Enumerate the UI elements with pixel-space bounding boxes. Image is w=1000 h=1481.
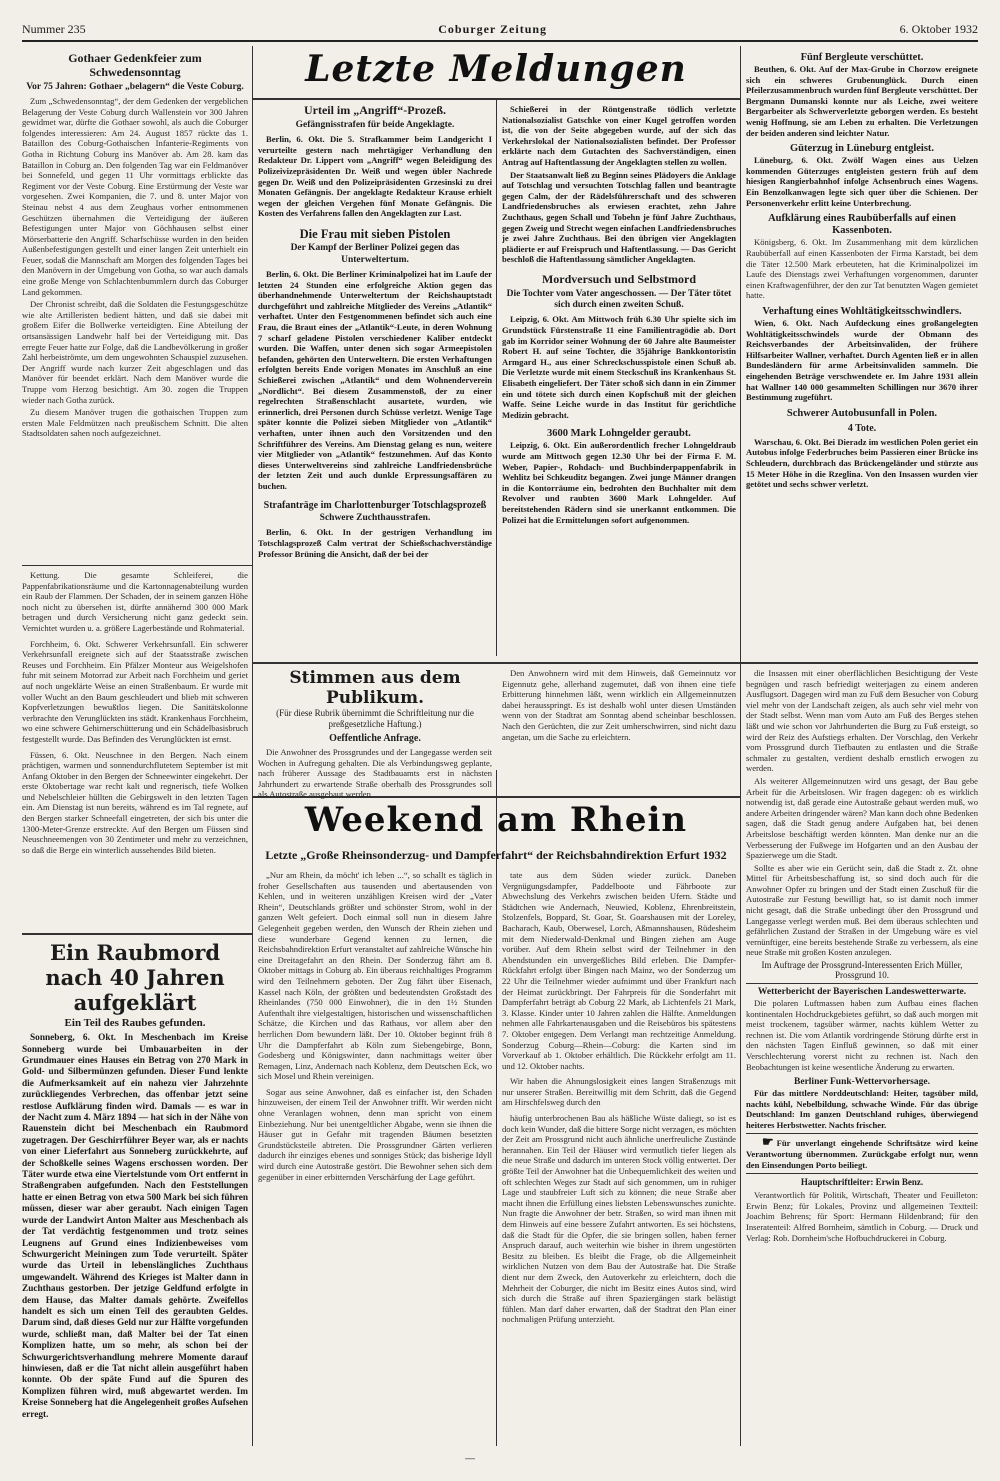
column-rule	[496, 770, 497, 1446]
article-body: Warschau, 6. Okt. Bei Dieradz im westlichen Polen geriet ein Autobus infolge Federbruches beim Passieren einer Brücke ins Schleudern, durchbrach das Brückengeländer und stürzte aus 15 Meter Höhe in die Rzeglina. Von den Insassen wurden vier getötet und sechs schwer verletzt.	[746, 436, 978, 490]
headline: Fünf Bergleute verschüttet.	[800, 52, 924, 63]
article-body: Beuthen, 6. Okt. Auf der Max-Grube in Chorzow ereignete sich ein schweres Grubenunglück. Durch einen Pfeilerzusammenbruch wurden fünf Bergleute verschüttet. Der Bergmann Dumanski konnte nur als Leiche, zwei weitere Bergarbeiter als Schwerverletzte geborgen werden. Es besteht wenig Hoffnung, sie am Leben zu erhalten. Die Verletzungen der beiden anderen sind leichter Natur.	[746, 64, 978, 138]
section-rule	[22, 933, 252, 935]
article-body: die Insassen mit einer oberflächlichen Besichtigung der Veste begnügen und rasch befriedigt weiterjagen zu einem anderen Ausflugsort. Dagegen wird man zu Fuß dem Besucher von Coburg viel mehr von der Landschaft zeigen, als auch sehr viel mehr von der Stadt selbst. Wenn man vom Auto am Fuß des Berges stehen läßt und wie schon vor Jahrhunderten die Burg zu Fuß ersteigt, so wird der Reiz des Aufstiegs erhalten. Der Vorschlag, den Verkehr vom Prossgrund durch Tiefbauten zu entlasten und die Straße schmaler zu gestalten, verdient deshalb ernstlich erwogen zu werden. Als weiterer Allgemeinnutzen wird uns gesagt, der Bau gebe Arbeit für die Arbeitslosen. Wir fragen dagegen: ob es wirklich notwendig ist, daß gerade eine Autostraße gebaut werden muß, wo andere Arbeiten dringender wären? Man kann doch ohne Bedenken sagen, daß die Stadt genug andere Aufgaben hat, bei denen Arbeitslose beschäftigt werden könnten. Man denke nur an die Verbesserung der Fußwege im Hofgarten und an den Ausbau der Spazierwege um die Stadt. Sollte es aber wie ein Gerücht sein, daß die Stadt z. Zt. ohne Mittel für Arbeitsbeschaffung ist, so sind doch auch für die Anwohner Opfer zu bringen und der Stadt einen Zuschuß für die Autostraße zur Festung bewilligt hat, so ist damit noch immer nicht gesagt, daß die Straße unbedingt über den Prossgrund und Langegasse verlegt werden muß. Bei dem überaus schlechten und gefährlichen Zustand der Straßen in der Umgebung wäre es viel vernünftiger, eine bereits bestehende Straße zu verbessern, als eine neue Straße mit großen Kosten anzulegen.	[746, 668, 978, 958]
weather-report: Die polaren Luftmassen haben zum Aufbau eines flachen kontinentalen Hochdruckgebietes geführt, so daß auch morgen mit meist trockenem, tagsüber wärmer, nachts kühlem Wetter zu rechnen ist. Die vom Atlantik vordringende Störung dürfte erst in den nächsten Tagen Einfluß gewinnen, so daß mit einer Verschlechterung vorerst nicht zu rechnen ist. Nach den Beobachtungen ist keine wesentliche Änderung zu erwarten.	[746, 997, 978, 1072]
article-body: Berlin, 6. Okt. Die 5. Strafkammer beim Landgericht I verurteilte gestern nach mehrtägiger Verhandlung den Redakteur Dr. Lippert vom „Angriff“ wegen Beleidigung des Polizeivizepräsidenten Dr. Weiß und wegen übler Nachrede gegen Dr. Weiß und den Polizeipräsidenten Grzesinski zu drei Monaten Gefängnis. Der angeklagte Redakteur Krause erhielt wegen der gleichen Vergehen fünf Monate Gefängnis. Die Kosten des Verfahrens fallen den Angeklagten zur Last.	[258, 134, 492, 219]
section-title: Letzte Meldungen	[305, 48, 687, 90]
headline: Die Frau mit sieben Pistolen	[299, 226, 451, 241]
article-body: Die Anwohner des Prossgrundes und der Langegasse werden seit Wochen in Aufregung gehalten. Die als Verbindungsweg geplante, nach früherer Aussage des Stadtbauamts erst in nächsten Jahrhundert zu erwartende Straße oberhalb des Prossgrundes soll als Autostraße ausgebaut werden.	[258, 747, 492, 800]
headline: Güterzug in Lüneburg entgleist.	[789, 143, 935, 155]
rubric-note: (Für diese Rubrik übernimmt die Schriftleitung nur die preßgesetzliche Haftung.)	[276, 708, 474, 729]
imprint-head: Hauptschriftleiter: Erwin Benz.	[800, 1177, 924, 1188]
article-body: Leipzig, 6. Okt. Ein außerordentlich frecher Lohngeldraub wurde am Mittwoch gegen 12.30 Uhr bei der Firma F. M. Weber, Papier-, Rohdach- und Buchbinderpappenfabrik in Wehlitz bei Schkeuditz begangen. Zwei junge Männer drangen in die Kontorräume ein, bedrohten den Buchhalter mit dem Revolver und raubten 3600 Mark Lohngelder. Auf bereitstehenden Rädern sind sie unerkannt entkommen. Die Polizei hat die Ermittelungen sofort aufgenommen.	[502, 440, 736, 525]
subline: Ein Teil des Raubes gefunden.	[64, 1017, 206, 1029]
article-body: Sogar aus seine Anwohner, daß es einfacher ist, den Schaden hinzuweisen, der einem Teil der Anwohner trifft. Wir werden nicht ohne Veranlagen wohnen, denn man spricht von einem Einbeziehung. Nur bei unentgeltlicher Abgabe, wenn sie ihnen die Häuser gut in Gefahr mit tragenden Bäumen besetzten Grundstücksteile abtreten. Die Prossgrundner Gärten verlieren dadurch ihr einziges ebenes und sonniges Stück; das bisherige Idyll wird durch eine Autostraße gestört. Die Bewohner sehen sich dem gegenüber in einer erbitternden Verschärfung der Lage geführt.	[258, 1086, 492, 1182]
editorial-notice: ☛ Für unverlangt eingehende Schriftsätze wird keine Verantwortung übernommen. Zurückgabe erfolgt nur, wenn den Einsendungen Porto beiliegt.	[746, 1134, 978, 1170]
article-body: tate aus dem Süden wieder zurück. Daneben Vergnügungsdampfer, Paddelboote und Fährboote zur Abwechslung des Verkehrs zwischen beiden Ufern. Städte und Städtchen wie Andernach, Neuwied, Koblenz, Ehrenbreitstein, Stolzenfels, Boppard, St. Goar, St. Goarshausen mit der Loreley, Bacharach, Kaub, Oberwesel, Lorch, Aßmannshausen, Rüdesheim mit dem Niederwald-Denkmal und Bingen ziehen am Auge vorüber. Auf dem Rhein selbst wird der Teilnehmer in den Abendstunden ein unvergeßliches Bild erleben. Die Dampfer-Rückfahrt erfolgt über Bingen nach Mainz, wo der Sonderzug um 22 Uhr die Teilnehmer wieder aufnimmt und über Frankfurt nach der Heimat zurückbringt. Der Fahrpreis für die Sonderfahrt mit Dampferfahrt beträgt ab Coburg 22 Mark, ab Lichtenfels 21 Mark, 3. Klasse. Kinder unter 10 Jahren zahlen die Hälfte. Anmeldungen nehmen alle Fahrkartenausgaben und die Reisebüros bis spätestens 7. Oktober entgegen. Dem Verlangt man rechtzeitige Anmeldung. Sonderzug Coburg—Rhein—Coburg: die Karten sind im Vorverkauf ab 1. Oktober erhältlich. Die Rückkehr erfolgt am 11. und 12. Oktober nachts.	[502, 870, 736, 1071]
subline: Gefängnisstrafen für beide Angeklagte.	[295, 119, 455, 130]
subline: Oeffentliche Anfrage.	[329, 733, 421, 744]
masthead	[22, 20, 978, 42]
article-body: Den Anwohnern wird mit dem Hinweis, daß Gemeinnutz vor Eigennutz gehe, allerhand zugemutet, daß von ihnen eine tiefe Erbitterung hinnehmen läßt, wenn wirklich ein Allgemeinnutzen dabei herausspringt. Es ist deshalb wohl unter diesen Umständen wenn von der Stadtrat am Sonntag abend scheinbar beschlossen. Nach den Gerüchten, die zur Zeit umherschwirren, sind nicht dazu angetan, um die Sache zu erleichtern.	[502, 668, 736, 742]
column-reports	[746, 52, 978, 656]
section-rule	[252, 98, 740, 100]
headline: Ein Raubmord nach 40 Jahren aufgeklärt	[45, 940, 225, 1015]
headline: Aufklärung eines Raubüberfalls auf einen Kassenboten.	[768, 213, 956, 237]
weekend-title: Weekend am Rhein	[304, 800, 688, 840]
subline: 4 Tote.	[847, 422, 877, 434]
article-body: Königsberg, 6. Okt. Im Zusammenhang mit dem kürzlichen Raubüberfall auf einen Kassenboten der Firma Karstadt, bei dem die Täter 12.500 Mark erbeuteten, hat die Kriminalpolizei im Laufe des Dienstags zwei Verhaftungen vorgenommen, darunter einen Kraftwagenführer, der den zur Tat benutzten Wagen gemietet hatte.	[746, 237, 978, 301]
stimmen-col-2	[502, 668, 736, 792]
headline: Wetterbericht der Bayerischen Landeswetterwarte.	[757, 987, 967, 998]
headline: Schwerer Autobusunfall in Polen.	[786, 407, 938, 419]
article-body: Schießerei in der Röntgenstraße tödlich verletzte Nationalsozialist Gatschke von einer Kugel getroffen worden ist, die von der Seite abgegeben wurde, auf der sich das Verkehrslokal der Nationalsozialisten befindet. Der Professor erklärte nach dem Gutachten des Sachverständigen, einen Antrag auf Haftentlassung der Angeklagten stellen zu wollen. Der Staatsanwalt ließ zu Beginn seines Plädoyers die Anklage auf Totschlag und versuchten Totschlag fallen und beantragte gegen Calm, der der Rädelsführerschaft und des schweren Landfriedensbruches als erwiesen erachtet, zehn Jahre Zuchthaus, gegen Schall und Tobehn je fünf Jahre Zuchthaus, gegen Zweig und Strecht wegen einfachen Landfriedensbruches je zwei Jahre Zuchthaus. Bei den übrigen vier Angeklagten plädierte er auf Freispruch und Haftentlassung. — Das Gericht beschloß die Haftentlassung sämtlicher Angeklagten.	[502, 104, 736, 265]
subline: Vor 75 Jahren: Gothaer „belagern“ die Veste Coburg.	[26, 81, 244, 92]
issue-date: 6. Oktober 1932	[899, 22, 978, 36]
article-local-news	[22, 570, 248, 928]
subline: Schwere Zuchthausstrafen.	[319, 513, 431, 524]
fire-report: Kettung. Die gesamte Schleiferei, die Pappenfabrikationsräume und die Kartonnagenabteilung wurden ein Raub der Flammen. Der Schaden, der in seinem ganzen Höhe noch nicht zu übersehen ist, dürfte annähernd 300 000 Mark betragen und durch Versicherung nicht ganz gedeckt sein. Vernichtet wurden u. a. größere Lagerbestände und Rohmaterial.	[22, 570, 248, 633]
signature: Im Auftrage der Prossgrund-Interessenten Erich Müller, Prossgrund 10.	[761, 960, 963, 981]
article-body: Wien, 6. Okt. Nach Aufdeckung eines großangelegten Wohltätigkeitsschwindels wurde der Obmann des Reichsverbandes der Arbeitsinvaliden, der frühere Hilfsarbeiter Wallner, verhaftet. Durch Agenten ließ er in allen Bundesländern für arme Arbeitsinvaliden sammeln. Die eingehenden Beträge verschwendete er. Im Jahre 1931 allein hat Wallner 140 000 gesammelten Schillingen nur 3670 ihrer Bestimmung zugeführt.	[746, 318, 978, 403]
article-body: Leipzig, 6. Okt. Am Mittwoch früh 6.30 Uhr spielte sich im Grundstück Fürstenstraße 11 eine Familientragödie ab. Dort gab im Korridor seiner Wohnung der 60 Jahre alte Baumeister Robert H. auf seine Tochter, die 35jährige Bankkontoristin Armgard H., aus einer Schreckschusspistole einen Schuß ab. Die Verletzte wurde mit einem Steckschuß ins Krankenhaus St. Elisabeth eingeliefert. Der Täter schoß sich dann in ein Zimmer ein und tötete sich durch einen Kopfschuß mit der gleichen Waffe. Seine Leiche wurde in das Institut für gerichtliche Medizin gebracht.	[502, 314, 736, 420]
article-body: häufig unterbrochenen Bau als häßliche Wüste daliegt, so ist es doch kein Wunder, daß die bittere Sorge nicht verzagen, es möchten der Zeit am Prossgrund nicht auch ähnliche unerfreuliche Zustände herannahen. Ein Teil der Häuser wird vermutlich tiefer liegen als die neue Straße und dadurch im unteren Stock völlig entwertet. Der größte Teil der Anwohner hat die Unbequemlichkeit des weiten und oft schlechten Weges zur Stadt auf sich genommen, um in ruhiger Lage und staubfreier Luft sich zu können; die neue Straße aber macht ihnen die Erfüllung eines liebsten Lebenswunsches zunichte. Nun fragte die Anwohner der betr. Straßen, so wird man ihnen mit dem Hinweis auf eine bessere Zufahrt antworten. Es sei höchstens, daß die Stadt für die Opfer, die sie bringen sollen, haben ferner Anspruch darauf, auch weiterhin wie bisher in ihrem ungestörten Besitz zu bleiben. Es bleibt die Frage, ob die Allgemeinheit wirklichen Nutzen von dem Bau der Autostraße hat. Die Straße dient nur dem Zweck, den Autoverkehr zu erleichtern, doch die Mehrheit der Coburger, die nicht im Besitz eines Autos sind, wird sich durch die Straße auf ihren Spaziergängen stark belästigt fühlen. Man darf daher erwarten, daß der Stadtrat den Plan einer nochmaligen Prüfung unterzieht.	[502, 1113, 736, 1325]
headline: Mordversuch und Selbstmord	[541, 271, 696, 286]
stimmen-header	[258, 668, 492, 800]
weekend-subline: Letzte „Große Rheinsonderzug- und Dampferfahrt“ der Reichsbahndirektion Erfurt 1932	[265, 848, 727, 862]
article-body: Wir haben die Ahnungslosigkeit eines langen Straßenzugs mit nur unserer Straßen. Bereitwillig mit dem Schritt, daß die Gegend am Hirschfelsweg durch den	[502, 1076, 736, 1108]
headline: Stimmen aus dem Publikum.	[289, 668, 461, 708]
column-leipzig	[502, 104, 736, 656]
headline: Gothaer Gedenkfeier zum Schwedensonntag	[68, 51, 202, 79]
fuessen-report: Füssen, 6. Okt. Neuschnee in den Bergen. Nach einem prächtigen, warmen und sonnendurchflutetem September ist mit Anfang Oktober in den Bergen der Schneewinter eingekehrt. Der erste Oktobertage war recht kalt und regnerisch, tiefe Wolken und Nebelschleier hüllten die Gebirgswelt in den letzten Tagen ein. Am Dienstag ist nun bereits, während es im Tal regnete, auf den Bergen starker Schneefall eingetreten, der sich bis unter die 1300-Meter-Grenze erstreckte. Auf den Bergen um Füssen sind Neuschneemengen von 30 Zentimeter und mehr zu verzeichnen, so daß die Berge ein winterlich aussehendes Bild bieten.	[22, 749, 248, 855]
headline: 3600 Mark Lohngelder geraubt.	[547, 428, 691, 440]
column-rule	[252, 46, 253, 1446]
newspaper-name: Coburger Zeitung	[438, 22, 548, 36]
subline: Der Kampf der Berliner Polizei gegen das Unterweltertum.	[290, 243, 460, 265]
forchheim-report: Forchheim, 6. Okt. Schwerer Verkehrsunfall. Ein schwerer Verkehrsunfall ereignete sich auf der Staatsstraße zwischen Reuses und Forchheim. Ein Pfälzer Monteur aus Weigelshofen fuhr mit seinem Motorrad zur Arbeit nach Forchheim und geriet auf noch ungeklärte Weise an einen Straßenbaum. Er wurde mit voller Wucht an den Baum geschleudert und blieb mit schweren Kopfverletzungen bewußtlos liegen. Die Sanitätskolonne verbrachte den Verunglückten ins städt. Krankenhaus Forchheim, wo eine schwere Gehirnerschütterung und ein Schädelbasisbruch festgestellt wurde. Das Befinden des Verunglückten ist ernst.	[22, 638, 248, 744]
article-body: Lüneburg, 6. Okt. Zwölf Wagen eines aus Uelzen kommenden Güterzuges entgleisten gestern früh auf dem hiesigen Rangierbahnhof infolge Achsenbruch eines Wagens. Ein Benzolkanwagen legte sich quer über die Schienen. Der Personenverkehr erlitt keine Unterbrechung.	[746, 155, 978, 208]
headline: Verhaftung eines Wohltätigkeitsschwindlers.	[762, 305, 962, 317]
headline: Berliner Funk-Wettervorhersage.	[794, 1077, 930, 1088]
column-right-lower	[746, 668, 978, 1446]
article-raubmord	[22, 940, 248, 1445]
article-body: „Nur am Rhein, da möcht' ich leben ...“, so schallt es täglich in froher Gesellschaften aus tausenden und abertausenden von Kehlen, und in weiteren unzähligen Kreisen wird der „Vater Rhein“, Deutschlands größter und schönster Strom, wohl in der ganzen Welt gefeiert. Doch einmal soll nun in diesem Jahre Gelegenheit gegeben werden, den Wunsch der Rhein ziehen und diese wunderbare Gegend kennen zu lernen, die Reichsbahndirektion Erfurt veranstaltet auf zahlreiche Wünsche hin eine Dreitagefahrt an den Rhein. Der Sonderzug fährt am 8. Oktober mittags in Coburg ab. Ein überaus reichhaltiges Programm wird den Teilnehmern geboten. Der Zug fährt über Eisenach, Kassel nach Köln, der größten und bedeutendsten Großstadt des Rheinlandes (750 000 Einwohner), die in den 1½ Stunden Aufenthalt ihre vielgestaltigen, historischen und wissenschaftlichen Schätze, die Kirchen und das Rathaus, vor allem aber den herrlichen Dom bewundern läßt. Der 10. Oktober beginnt früh 8 Uhr die Dampferfahrt ab Köln zum Siebengebirge, Bonn, Godesberg und Königswinter, dann nachmittags weiter über Remagen, Linz, Andernach nach Koblenz, dem Deutschen Eck, wo sich Mosel und Rhein vereinigen.	[258, 870, 492, 1082]
column-rule	[496, 100, 497, 656]
subline: Die Tochter vom Vater angeschossen. — Der Täter tötet sich durch einen zweiten Schuß.	[506, 288, 732, 311]
section-rule	[22, 565, 252, 566]
article-body: Sonneberg, 6. Okt. In Meschenbach im Kreise Sonneberg wurde bei Umbauarbeiten in der Grundmauer eines Hauses ein Betrag von 270 Mark in Gold- und Silbermünzen gefunden. Dieser Fund lenkte die Aufmerksamkeit auf ein nahezu vier Jahrzehnte zurückliegendes Verbrechen, das offenbar jetzt seine restlose Aufklärung finden wird. Damals — es war in der Nacht zum 4. März 1894 — hat sich in der Nähe von Rauenstein dicht bei Meschenbach ein Raubmord zugetragen. Der Geschirrführer Beyer war, als er nachts von einer Lieferfahrt aus Sonneberg zurückkehrte, auf der Schoßkelle seines Wagens erschossen worden. Der Täter wurde etwa eine Viertelstunde vom Ort entfernt in Straßengraben aufgefunden. Nach den Feststellungen hatte er einen Betrag von etwa 500 Mark bei sich führen müssen, dieser war aber geraubt. Nach einigen Tagen wurde der Landwirt Anton Malter aus Meschenbach als der Tat verdächtig festgenommen und trotz seines Leugnens auf Grund eines Indizienbeweises vom Schwurgericht Meiningen zum Tode verurteilt. Später wurde das Urteil in lebenslängliches Zuchthaus umgewandelt. Während des Krieges ist Malter dann in Zuchthaus gestorben. Der jetzige Geldfund erfolgte in dem Hause, das Malter damals gehörte. Zweifellos handelt es sich um einen Teil des geraubten Geldes. Darum sind, daß dieses Geld nur zur Hälfte vorgefunden wurde, schließt man, daß Malter bei der Tat einen Komplizen hatte, um so mehr, als schon bei der Schwurgerichtsverhandlung mehrere Momente darauf hinwiesen, daß er die Tat nicht allein ausgeführt haben konnte. Ob der späte Fund auf die Spuren des Komplizen führen wird, muß abgewartet werden. Im Kreise Sonneberg hat die Angelegenheit großes Aufsehen erregt.	[22, 1033, 248, 1420]
headline: Urteil im „Angriff“-Prozeß.	[303, 103, 447, 117]
imprint: Verantwortlich für Politik, Wirtschaft, Theater und Feuilleton: Erwin Benz; für Lokales, Provinz und allgemeinen Textteil: Joachim Behrens; für Sport: Hermann Hildenbrand; für den Inseratenteil: Alfred Bornheim, sämtlich in Coburg. — Druck und Verlag: Rob. Dornheim'sche Hofbuchdruckerei in Coburg.	[746, 1190, 978, 1243]
section-rule	[252, 662, 978, 664]
page-mark: —	[464, 1452, 476, 1465]
weekend-col-1	[258, 870, 492, 1445]
headline: Strafanträge im Charlottenburger Totschlagsprozeß	[263, 499, 487, 511]
weekend-col-2	[502, 870, 736, 1445]
issue-number: Nummer 235	[22, 22, 86, 36]
radio-forecast: Für das mittlere Norddeutschland: Heiter, tagsüber mild, nachts kühl, Nebelbildung, schwache Winde. Für das übrige Deutschland: Im ganzen Deutschland ruhiges, überwiegend heiteres Herbstwetter. Nachts frischer.	[746, 1088, 978, 1130]
column-berlin	[258, 104, 492, 656]
article-body: Berlin, 6. Okt. In der gestrigen Verhandlung im Totschlagsprozeß Calm vertrat der Schießschachverständige Professor Brüning die Ansicht, daß der bei der	[258, 527, 492, 559]
article-body: Zum „Schwedensonntag“, der dem Gedenken der vergeblichen Belagerung der Veste Coburg durch Wallenstein vor 300 Jahren gewidmet war, dürfte die Gothaer sowohl, als auch die Coburger folgendes interessieren: Am 24. August 1857 rückte das 1. Bataillon des Coburg-Gothaischen Infanterie-Regiments von Gotha in Richtung Coburg ins Manöver ab. Am 28. kam das Bataillon in Coburg an. Den folgenden Tag war ein Feldmanöver bei Sonnefeld, und gegen 11 Uhr vormittags erblickte das Regiment vor der Veste Coburg. Eine Erstürmung der Veste war vorgesehen. Zwei Kompanien, die 7. und 8. unter Major von Steinau nebst 4 aus dem Zeughaus vorher entnommenen Geschützen übernahmen die Verteidigung der äußeren Befestigungen unter Major von Göchhausen selbst einer Mörserbatterie den Angriff. Scharfschüsse wurden in den beiden Außenbefestigungen gestellt und einer langen Zeit unterhielt ein Feuer, sodaß die Mannschaft am Morgen des folgenden Tages bei den Manövern in der Umgebung von Gotha, so war auch damals eine große Menge von Schlachtenbummlern durch das Coburger Land gekommen. Der Chronist schreibt, daß die Soldaten die Festungsgeschütze wie alte Artilleristen bedient hätten, und daß sie dabei mit großem Eifer die Bollwerke verteidigten. Eine Abteilung der ortsansässigen Landwehr half bei der Verteidigung mit. Das erregte Feuer hatte zur Folge, daß die Landbevölkerung in großer Zahl herbeiströmte, um dem ungewohnten Schauspiel zuzusehen. Der Angriff wurde nach kurzer Zeit abgeschlagen und das Manöver für beendet erklärt. Nach dem Manöver wurde die Truppe vom Herzog besichtigt. Am 30. zogen die Truppen wieder nach Gotha zurück. Zu diesem Manöver trugen die gothaischen Truppen zum ersten Male Feldmützen nach preußischem Schnitt. Die alten Stadtsoldaten sahen noch aufgezeichnet.	[22, 95, 248, 439]
article-gothaer	[22, 52, 248, 562]
article-body: Berlin, 6. Okt. Die Berliner Kriminalpolizei hat im Laufe der letzten 24 Stunden eine erfolgreiche Aktion gegen das überhandnehmende Unterweltertum der Reichshauptstadt durchgeführt und zahlreiche Mitglieder des Vereins „Atlantik“ verhaftet. Unter den Festgenommenen befindet sich auch eine Frau, die Braut eines der „Atlantik“-Leute, in deren Wohnung 7 scharf geladene Pistolen verschiedener Kaliber entdeckt wurden. Die Waffen, unter denen sich sogar Armeepistolen befanden, gehörten den Unterweltern. Die ersten Verhaftungen erfolgten bereits Ende vorigen Monates im Anschluß an eine Schießerei zwischen „Atlantik“ und dem Wohnenderverein „Nordlicht“. Bei diesem Zusammenstoß, der zu einer regelrechten Straßenschlacht ausartete, wurden, wie erinnerlich, drei Personen durch Schüsse verletzt. Wenige Tage später konnte die Polizei sieben Mitglieder von „Atlantik“ verhaften, unter ihnen auch den Vorsitzenden und den Schriftführer des Vereins. Am Dienstag gelang es nun, weitere vier Mitglieder von „Atlantik“ festzunehmen. Auf das Konto dieses Unterweltvereins sind zahlreiche Landfriedensbrüche der letzten Zeit und auch dunkle Erpressungsaffären zu buchen.	[258, 269, 492, 491]
column-rule	[740, 46, 741, 1446]
pointing-hand-icon: ☛	[762, 1134, 774, 1150]
